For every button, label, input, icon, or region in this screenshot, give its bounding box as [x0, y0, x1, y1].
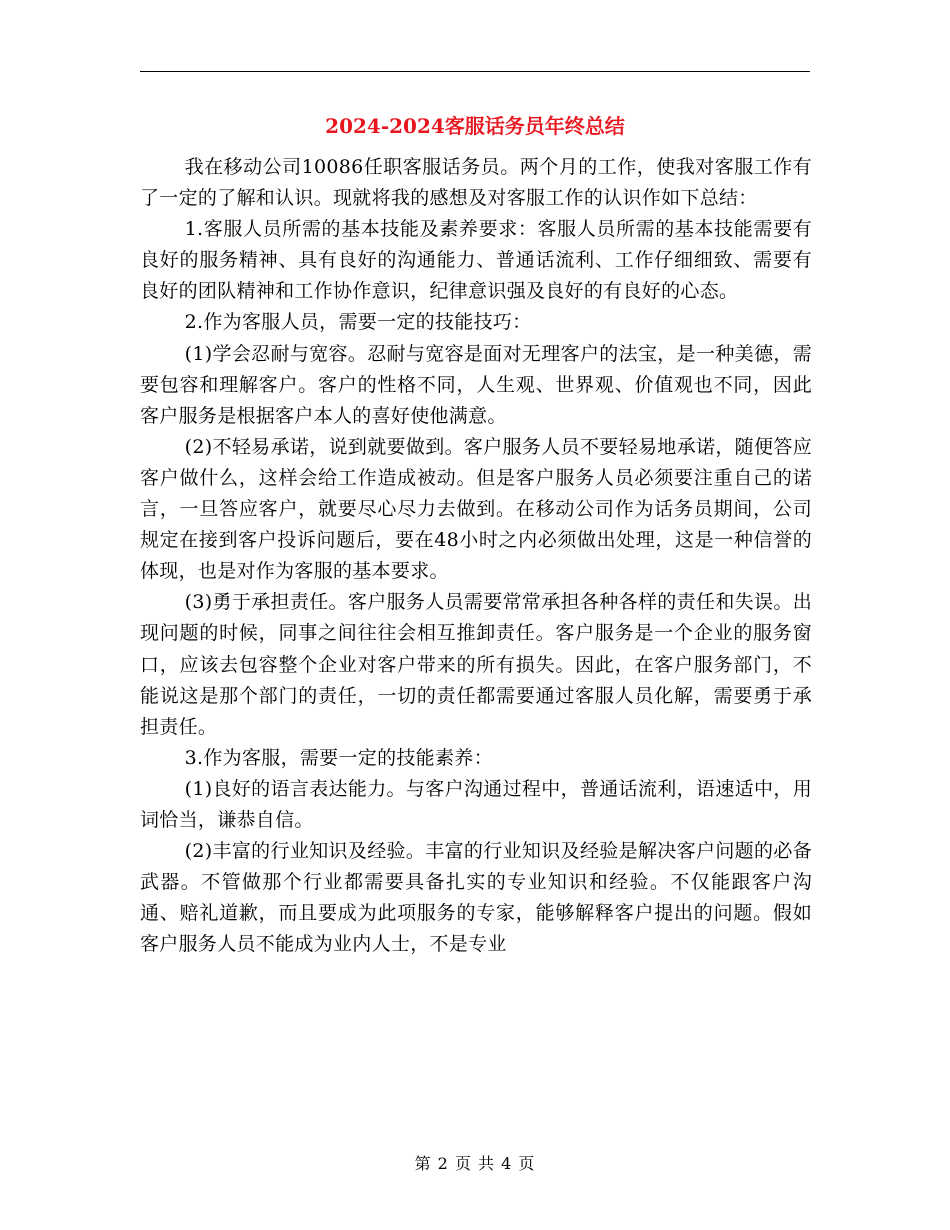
paragraph-section-2-item-3: (3)勇于承担责任。客户服务人员需要常常承担各种各样的责任和失误。出现问题的时候，同事之间往往会相互推卸责任。客户服务是一个企业的服务窗口，应该去包容整个企业对客户带来的所有损失。因此，在客户服务部门，不能说这是那个部门的责任，一切的责任都需要通过客服人员化解，需要勇于承担责任。: [140, 591, 812, 738]
page-number-footer: 第 2 页 共 4 页: [414, 1154, 536, 1173]
document-title: 2024-2024客服话务员年终总结: [325, 114, 625, 138]
paragraph-section-2-item-2: (2)不轻易承诺，说到就要做到。客户服务人员不要轻易地承诺，随便答应客户做什么，这样会给工作造成被动。但是客户服务人员必须要注重自己的诺言，一旦答应客户，就要尽心尽力去做到。在移动公司作为话务员期间，公司规定在接到客户投诉问题后，要在48小时之内必须做出处理，这是一种信誉的体现，也是对作为客服的基本要求。: [140, 435, 812, 583]
paragraph-section-1: 1.客服人员所需的基本技能及素养要求：客服人员所需的基本技能需要有良好的服务精神、具有良好的沟通能力、普通话流利、工作仔细细致、需要有良好的团队精神和工作协作意识，纪律意识强及良好的有良好的心态。: [140, 218, 812, 303]
header-rule: [140, 71, 810, 72]
paragraph-section-2-item-1: (1)学会忍耐与宽容。忍耐与宽容是面对无理客户的法宝，是一种美德，需要包容和理解客户。客户的性格不同，人生观、世界观、价值观也不同，因此客户服务是根据客户本人的喜好使他满意。: [140, 342, 812, 427]
paragraph-section-3-item-1: (1)良好的语言表达能力。与客户沟通过程中，普通话流利，语速适中，用词恰当，谦恭自信。: [140, 777, 812, 831]
paragraph-section-3-item-2: (2)丰富的行业知识及经验。丰富的行业知识及经验是解决客户问题的必备武器。不管做那个行业都需要具备扎实的专业知识和经验。不仅能跟客户沟通、赔礼道歉，而且要成为此项服务的专家，能够解释客户提出的问题。假如客户服务人员不能成为业内人士，不是专业: [140, 840, 812, 956]
paragraph-section-3-heading: 3.作为客服，需要一定的技能素养：: [184, 746, 493, 769]
paragraph-section-2-heading: 2.作为客服人员，需要一定的技能技巧：: [184, 311, 532, 334]
document-body: [140, 152, 812, 960]
paragraph-intro: 我在移动公司10086任职客服话务员。两个月的工作，使我对客服工作有了一定的了解和认识。现就将我的感想及对客服工作的认识作如下总结：: [140, 156, 812, 210]
